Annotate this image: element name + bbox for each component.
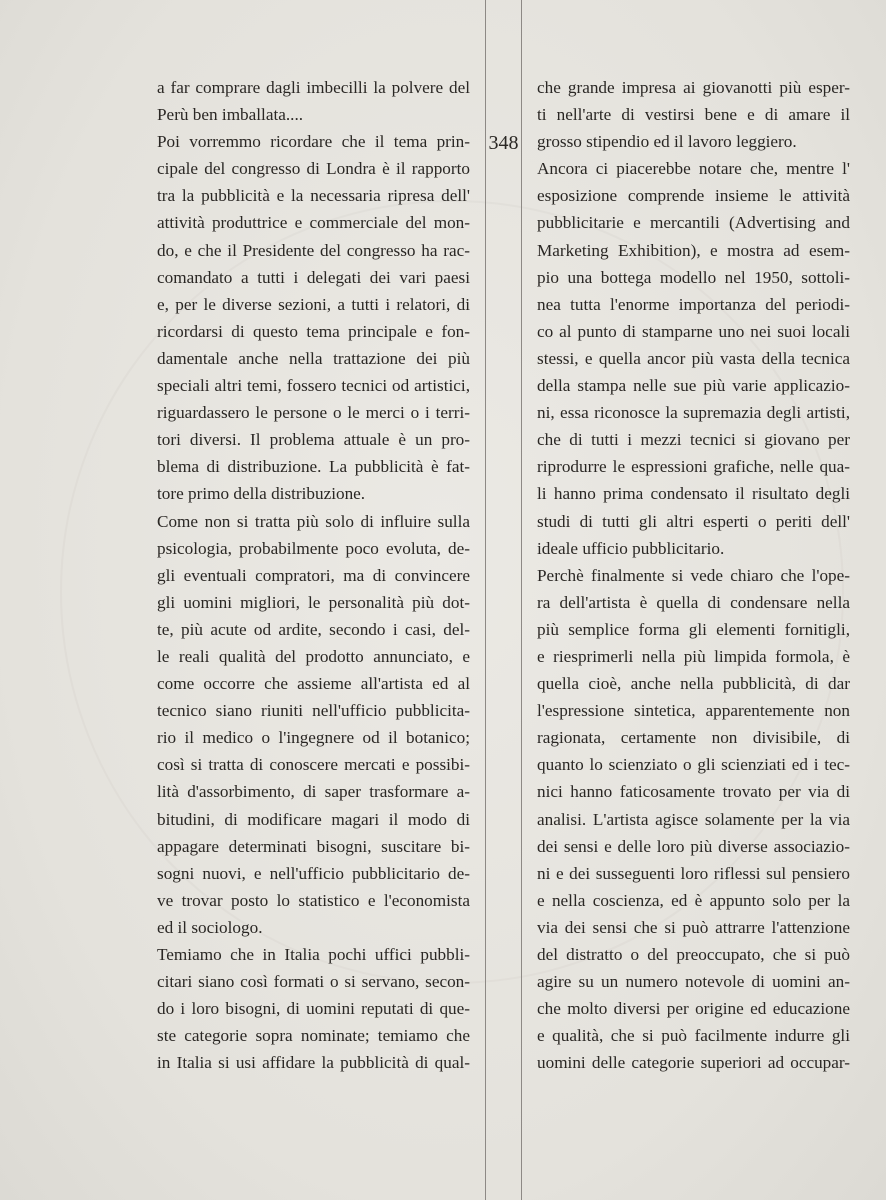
left-text-column <box>157 74 470 1076</box>
text-line: studi di tutti gli altri esperti o periti dell' <box>537 511 850 531</box>
text-line: e qualità, che si può facilmente indurre gli <box>537 1026 850 1046</box>
text-line: ni, essa riconosce la supremazia degli artisti, <box>537 403 850 423</box>
text-line: gli uomini migliori, le personalità più dot- <box>157 592 470 612</box>
text-line: speciali altri temi, fossero tecnici od artistici, <box>157 376 470 396</box>
text-line: li hanno prima condensato il risultato degli <box>537 484 850 504</box>
text-line: Ancora ci piacerebbe notare che, mentre l' <box>537 159 850 179</box>
right-text-column <box>537 74 850 1076</box>
text-line: psicologia, probabilmente poco evoluta, de- <box>157 538 470 558</box>
text-line: do i loro bisogni, di uomini reputati di que- <box>157 999 470 1019</box>
text-line: ricordarsi di questo tema principale e fon- <box>157 321 470 341</box>
text-line: a far comprare dagli imbecilli la polvere del <box>157 78 470 97</box>
text-line: riguardassero le persone o le merci o i terri- <box>157 403 470 423</box>
text-line: blema di distribuzione. La pubblicità è fat- <box>157 457 470 477</box>
text-line: ve trovar posto lo statistico e l'economista <box>157 890 470 910</box>
text-line: ni e dei susseguenti loro riflessi sul pensiero <box>537 863 850 883</box>
text-line: bitudini, di modificare magari il modo di <box>157 809 470 829</box>
text-line: analisi. L'artista agisce solamente per la via <box>537 809 850 829</box>
text-line: agire su un numero notevole di uomini an- <box>537 972 850 992</box>
text-line: della stampa nelle sue più varie applicazio- <box>537 376 850 396</box>
text-line: e riesprimerli nella più limpida formola, è <box>537 646 850 666</box>
text-line: Temiamo che in Italia pochi uffici pubbli- <box>157 945 470 964</box>
text-line: come occorre che assieme all'artista ed al <box>157 674 470 694</box>
text-line: uomini delle categorie superiori ad occupar- <box>537 1053 850 1073</box>
text-line: che di tutti i mezzi tecnici si giovano per <box>537 430 850 450</box>
text-line: del distratto o del preoccupato, che si può <box>537 945 850 964</box>
text-line: sogni nuovi, e nell'ufficio pubblicitario de- <box>157 863 470 883</box>
text-line: più semplice forma gli elementi fornitigli, <box>537 619 850 639</box>
text-line: dei sensi e delle loro più diverse associazio- <box>537 836 850 856</box>
text-line: quella cioè, anche nella pubblicità, di dar <box>537 674 850 694</box>
text-line: lità d'assorbimento, di saper trasformare a- <box>157 782 470 802</box>
text-line: e, per le diverse sezioni, a tutti i relatori, di <box>157 294 470 314</box>
text-line: gli eventuali compratori, ma di convincere <box>157 565 470 585</box>
text-line: in Italia si usi affidare la pubblicità di qual- <box>157 1053 470 1073</box>
text-line: pubblicitarie e mercantili (Advertising and <box>537 213 850 233</box>
text-line: stessi, e quella ancor più vasta della tecnica <box>537 348 850 368</box>
text-line: tecnico siano riuniti nell'ufficio pubblicita- <box>157 701 470 721</box>
text-line: pio una bottega modello nel 1950, sottoli- <box>537 267 850 287</box>
text-line: tra la pubblicità e la necessaria ripresa dell' <box>157 186 470 206</box>
column-divider-right <box>521 0 522 1200</box>
page-number: 348 <box>488 132 519 154</box>
text-line: grosso stipendio ed il lavoro leggiero. <box>537 132 797 152</box>
text-line: e nella coscienza, ed è appunto solo per la <box>537 890 850 910</box>
text-line: citari siano così formati o si servano, secon- <box>157 972 470 992</box>
text-line: che molto diversi per origine ed educazione <box>537 999 850 1019</box>
text-line: co al punto di stamparne uno nei suoi locali <box>537 321 850 341</box>
text-line: Come non si tratta più solo di influire sulla <box>157 511 470 531</box>
text-line: do, e che il Presidente del congresso ha rac- <box>157 240 470 260</box>
text-line: ste categorie sopra nominate; temiamo che <box>157 1026 470 1046</box>
text-line: che grande impresa ai giovanotti più esper- <box>537 78 850 97</box>
text-line: Poi vorremmo ricordare che il tema prin- <box>157 132 470 152</box>
text-line: ideale ufficio pubblicitario. <box>537 538 725 558</box>
text-line: nici hanno faticosamente trovato per via di <box>537 782 850 802</box>
text-line: rio il medico o l'ingegnere od il botanico; <box>157 728 470 748</box>
text-line: riprodurre le espressioni grafiche, nelle qua- <box>537 457 850 477</box>
text-line: tori diversi. Il problema attuale è un pro- <box>157 430 470 450</box>
text-line: ragionata, certamente non divisibile, di <box>537 728 850 748</box>
text-line: Perù ben imballata.... <box>157 105 304 125</box>
text-line: appagare determinati bisogni, suscitare bi- <box>157 836 470 856</box>
text-line: cipale del congresso di Londra è il rapporto <box>157 159 470 179</box>
text-line: ed il sociologo. <box>157 917 263 937</box>
text-line: tore primo della distribuzione. <box>157 484 366 504</box>
text-line: ti nell'arte di vestirsi bene e di amare il <box>537 105 850 125</box>
text-line: comandato a tutti i delegati dei vari paesi <box>157 267 470 287</box>
column-divider-left <box>485 0 486 1200</box>
text-line: l'espressione sintetica, apparentemente non <box>537 701 850 721</box>
text-line: damentale anche nella trattazione dei più <box>157 348 470 368</box>
text-line: Marketing Exhibition), e mostra ad esem- <box>537 240 850 260</box>
text-line: te, più acute od ardite, secondo i casi, del- <box>157 619 470 639</box>
text-line: nea tutta l'enorme importanza del periodi- <box>537 294 850 314</box>
text-line: quanto lo scienziato o gli scienziati ed i tec- <box>537 755 850 775</box>
text-line: Perchè finalmente si vede chiaro che l'ope- <box>537 565 850 585</box>
text-line: via dei sensi che si può attrarre l'attenzione <box>537 917 850 937</box>
text-line: così si tratta di conoscere mercati e possibi- <box>157 755 470 775</box>
text-line: attività produttrice e commerciale del mon- <box>157 213 470 233</box>
text-line: ra dell'artista è quella di condensare nella <box>537 592 850 612</box>
text-line: esposizione comprende insieme le attività <box>537 186 850 206</box>
text-line: le reali qualità del prodotto annunciato, e <box>157 646 470 666</box>
